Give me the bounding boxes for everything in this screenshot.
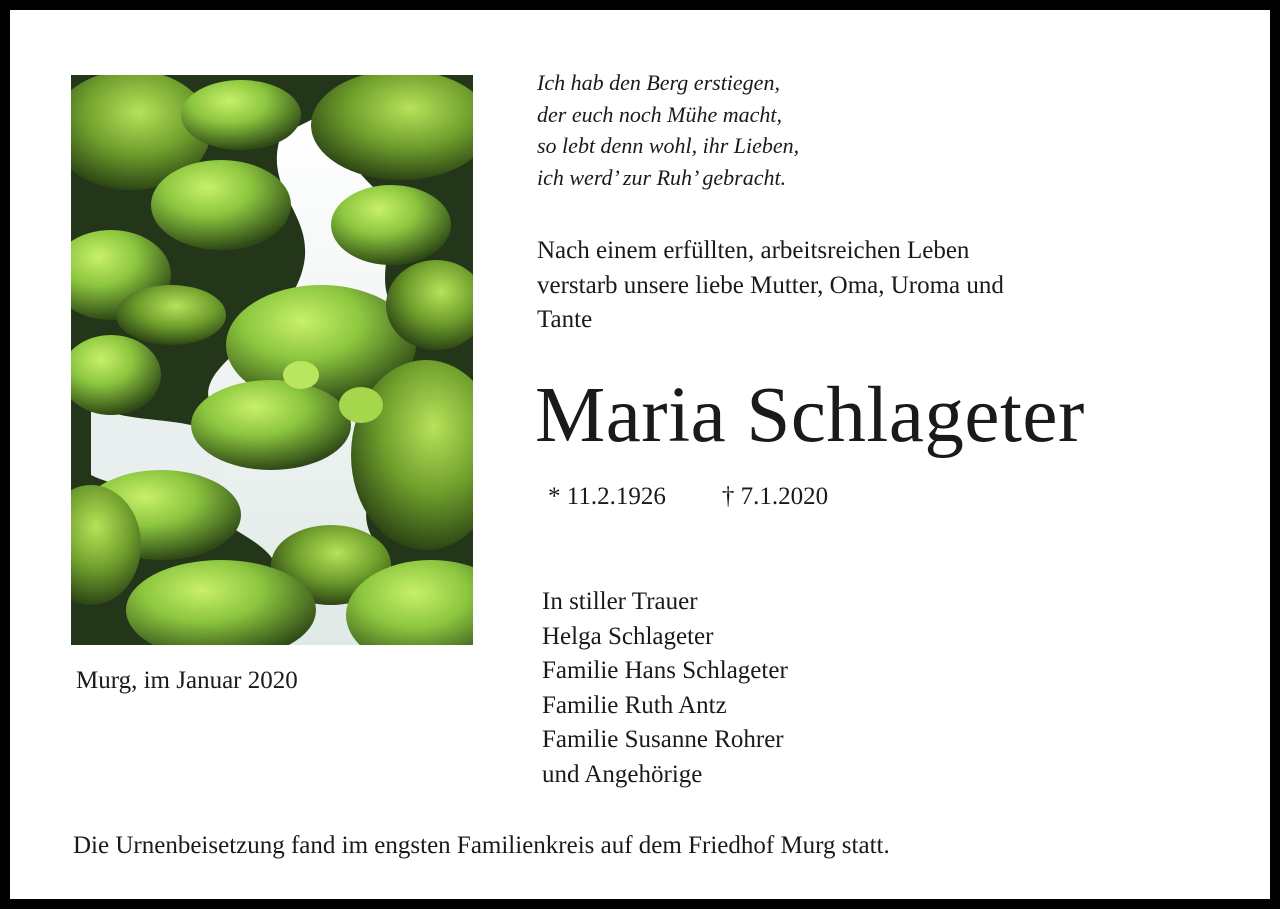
intro-text [537,234,1004,338]
mourner-line: und Angehörige [542,760,703,788]
deceased-name: Maria Schlageter [535,372,1085,459]
location-date: Murg, im Januar 2020 [76,667,298,694]
mourner-line: Familie Hans Schlageter [542,657,788,684]
stream-image [71,75,473,645]
mourner-line: Helga Schlageter [542,622,714,650]
mourner-line: In stiller Trauer [542,588,698,615]
birth-date: * 11.2.1926 [548,483,666,510]
memorial-photo [71,75,473,645]
intro-line: Nach einem erfüllten, arbeitsreichen Leben [537,237,970,264]
verse-line: ich werd’ zur Ruh’ gebracht. [537,164,787,190]
mourners-list [542,585,788,792]
mourner-line: Familie Susanne Rohrer [542,726,784,753]
verse-line: Ich hab den Berg erstiegen, [537,70,780,95]
verse-line: der euch noch Mühe macht, [537,101,782,127]
burial-note: Die Urnenbeisetzung fand im engsten Familienkreis auf dem Friedhof Murg statt. [73,832,890,859]
death-date: † 7.1.2020 [721,483,829,510]
memorial-verse [537,67,799,193]
intro-line: verstarb unsere liebe Mutter, Oma, Uroma und [537,271,1004,299]
mourner-line: Familie Ruth Antz [542,691,727,719]
verse-line: so lebt denn wohl, ihr Lieben, [537,133,800,158]
life-dates [548,480,828,514]
intro-line: Tante [537,306,593,333]
